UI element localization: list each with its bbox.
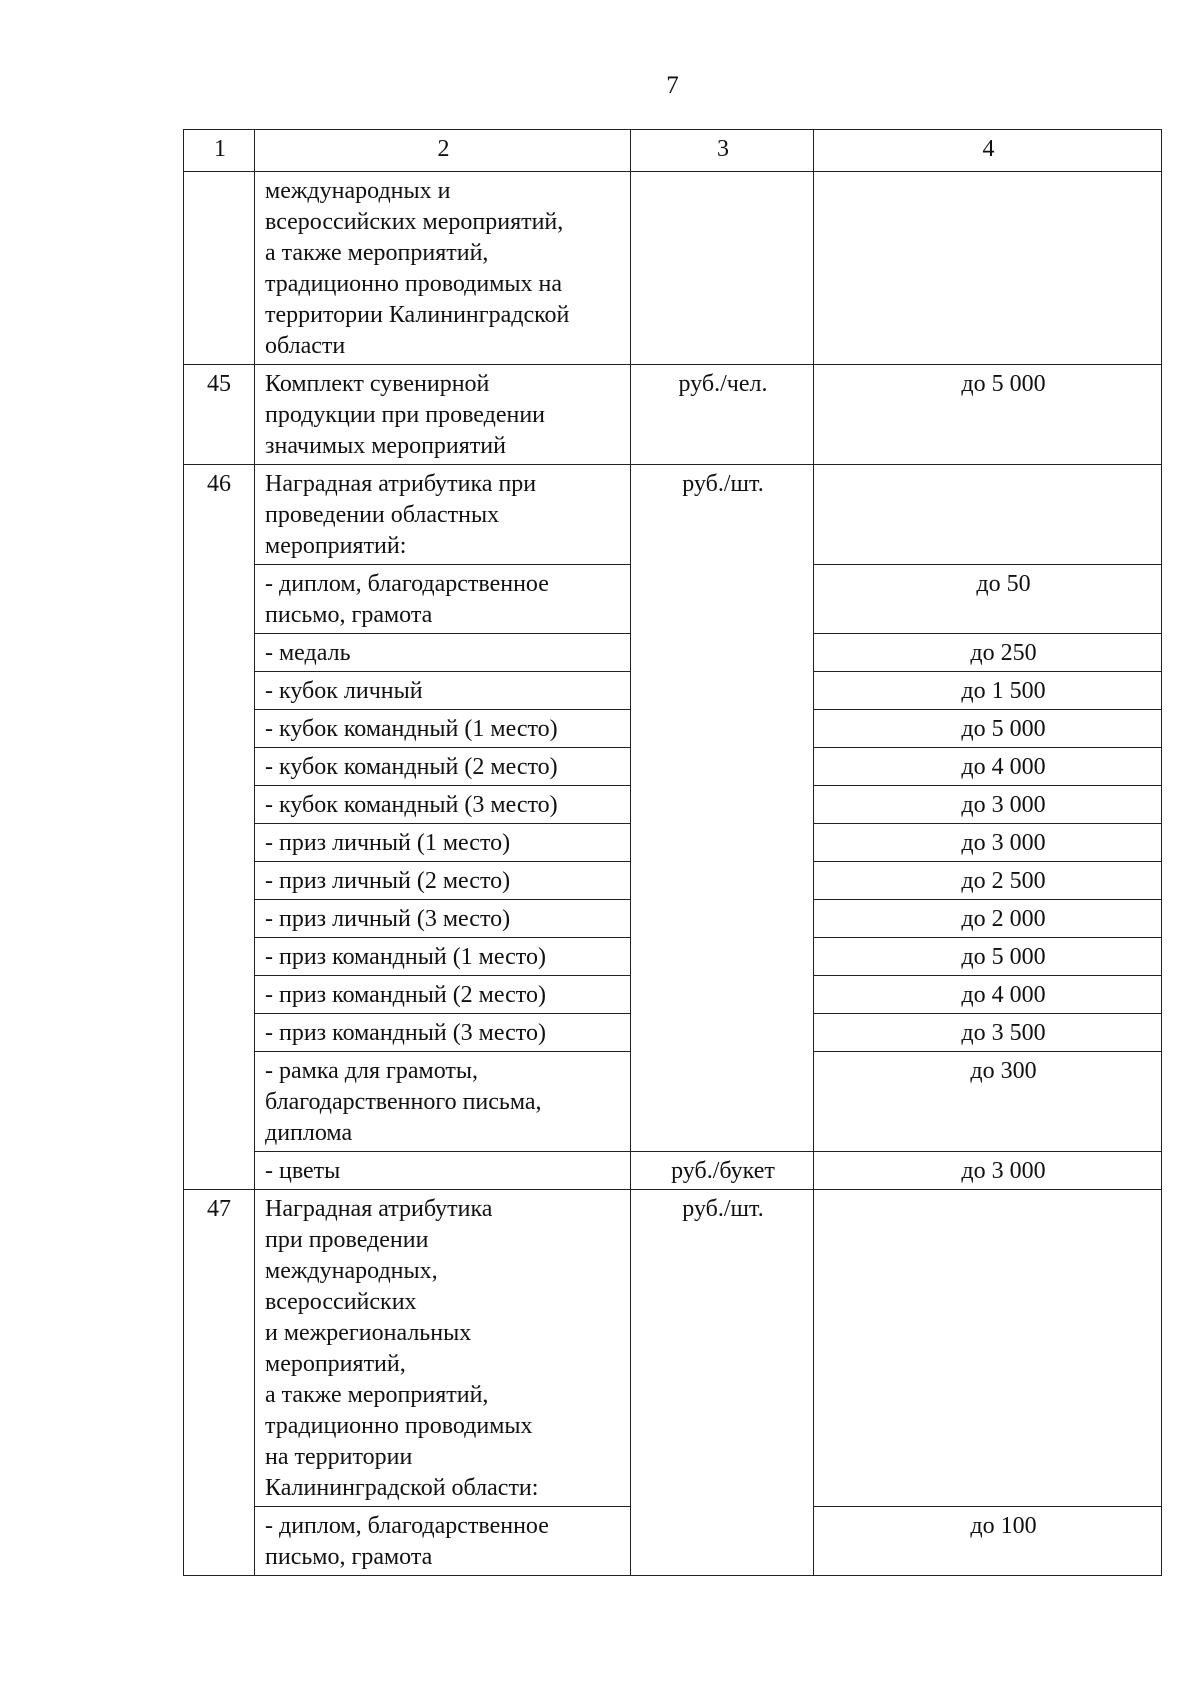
table-header-row xyxy=(184,130,1162,172)
item-name-cell: международных и всероссийских мероприятий, а также мероприятий, традиционно проводимых на территории Калининградской области xyxy=(255,172,631,365)
item-name-cell: - приз командный (2 место) xyxy=(255,976,631,1014)
price-cell: до 3 000 xyxy=(814,786,1162,824)
item-name-cell: - приз личный (2 место) xyxy=(255,862,631,900)
table-row-continuation xyxy=(184,172,1162,365)
item-name-cell: - диплом, благодарственное письмо, грамота xyxy=(255,565,631,634)
item-name-cell: - приз личный (3 место) xyxy=(255,900,631,938)
price-cell: до 3 000 xyxy=(814,1152,1162,1190)
item-name-cell: - рамка для грамоты, благодарственного письма, диплома xyxy=(255,1052,631,1152)
row-number-cell: 47 xyxy=(184,1190,255,1576)
table-subrow xyxy=(184,1152,1162,1190)
header-cell: 1 xyxy=(184,130,255,172)
price-cell: до 1 500 xyxy=(814,672,1162,710)
item-name-cell: - цветы xyxy=(255,1152,631,1190)
price-cell: до 5 000 xyxy=(814,365,1162,465)
table-row-45 xyxy=(184,365,1162,465)
price-cell: до 50 xyxy=(814,565,1162,634)
item-name-cell: - приз командный (3 место) xyxy=(255,1014,631,1052)
item-name-cell: - кубок командный (1 место) xyxy=(255,710,631,748)
price-cell: до 2 000 xyxy=(814,900,1162,938)
item-name-cell: - кубок командный (3 место) xyxy=(255,786,631,824)
table-row-47 xyxy=(184,1190,1162,1507)
unit-cell: руб./шт. xyxy=(631,465,814,1152)
item-name-cell: Наградная атрибутика при проведении международных, всероссийских и межрегиональных мероприятий, а также мероприятий, традиционно проводимых на территории Калининградской области: xyxy=(255,1190,631,1507)
price-cell: до 5 000 xyxy=(814,938,1162,976)
item-name-cell: - диплом, благодарственное письмо, грамота xyxy=(255,1507,631,1576)
header-cell: 3 xyxy=(631,130,814,172)
unit-cell: руб./шт. xyxy=(631,1190,814,1576)
row-number-cell: 45 xyxy=(184,365,255,465)
unit-cell: руб./чел. xyxy=(631,365,814,465)
item-name-cell: Наградная атрибутика при проведении областных мероприятий: xyxy=(255,465,631,565)
price-cell xyxy=(814,1190,1162,1507)
header-cell: 2 xyxy=(255,130,631,172)
table-row-46 xyxy=(184,465,1162,565)
header-cell: 4 xyxy=(814,130,1162,172)
unit-cell xyxy=(631,172,814,365)
price-cell: до 3 000 xyxy=(814,824,1162,862)
price-cell: до 3 500 xyxy=(814,1014,1162,1052)
price-cell: до 4 000 xyxy=(814,748,1162,786)
price-cell: до 4 000 xyxy=(814,976,1162,1014)
price-cell: до 5 000 xyxy=(814,710,1162,748)
row-number-cell: 46 xyxy=(184,465,255,1190)
unit-cell: руб./букет xyxy=(631,1152,814,1190)
item-name-cell: - кубок командный (2 место) xyxy=(255,748,631,786)
price-cell: до 100 xyxy=(814,1507,1162,1576)
cost-norms-table xyxy=(183,129,1162,1576)
price-cell: до 250 xyxy=(814,634,1162,672)
row-number-cell xyxy=(184,172,255,365)
item-name-cell: - медаль xyxy=(255,634,631,672)
item-name-cell: - приз личный (1 место) xyxy=(255,824,631,862)
price-cell xyxy=(814,465,1162,565)
page-number: 7 xyxy=(666,72,679,99)
item-name-cell: - кубок личный xyxy=(255,672,631,710)
price-cell: до 300 xyxy=(814,1052,1162,1152)
item-name-cell: Комплект сувенирной продукции при проведении значимых мероприятий xyxy=(255,365,631,465)
item-name-cell: - приз командный (1 место) xyxy=(255,938,631,976)
price-cell: до 2 500 xyxy=(814,862,1162,900)
price-cell xyxy=(814,172,1162,365)
